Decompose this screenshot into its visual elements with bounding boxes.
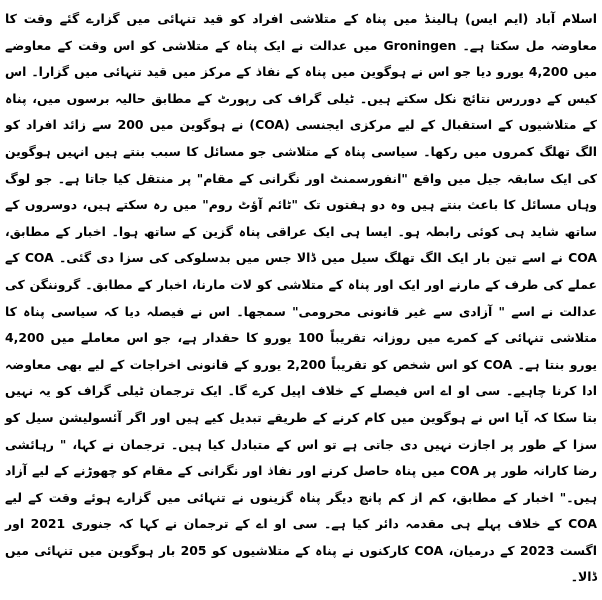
article-body-text: اسلام آباد (ایم ایس) ہالینڈ میں پناہ کے متلاشی افراد کو قید تنہائی میں گزارے گئے وقت کا معاوضہ مل سکتا ہے۔ Groningen میں عدالت نے ایک پناہ کے متلاشی کو اس وقت کے معاوضے میں 4,200 یورو دیا جو اس نے ہوگوین میں پناہ کے نفاذ کے مرکز میں قید تنہائی میں گزارا۔ اس کیس کے دوررس نتائج نکل سکتے ہیں۔ ٹیلی گراف کی رپورٹ کے مطابق حالیہ برسوں میں، پناہ کے متلاشیوں کے استقبال کے لیے مرکزی ایجنسی (COA) نے ہوگوین میں 200 سے زائد افراد کو الگ تھلگ کمروں میں رکھا۔ سیاسی پناہ کے متلاشی جو مسائل کا سبب بنتے ہیں انہیں ہوگوین کی ایک سابقہ جیل میں واقع "انفورسمنٹ اور نگرانی کے مقام" پر منتقل کیا جاتا ہے۔ جو لوگ وہاں مسائل کا باعث بنتے ہیں وہ دو ہفتوں تک "ٹائم آؤٹ روم" میں رہ سکتے ہیں، دوسروں کے ساتھ شاید ہی کوئی رابطہ ہو۔ ایسا ہی ایک عراقی پناہ گزین کے ساتھ ہوا۔ اخبار کے مطابق، COA نے اسے تین بار ایک الگ تھلگ سیل میں ڈالا جس میں بدسلوکی کی سزا دی گئی۔ COA کے عملے کی طرف کے مارنے اور ایک اور پناہ کے متلاشی کو لات مارنا، اخبار کے مطابق۔ گروننگن کی عدالت نے اسے " آزادی سے غیر قانونی محرومی" سمجھا۔ اس نے فیصلہ دیا کہ سیاسی پناہ کا متلاشی تنہائی کے کمرے میں روزانہ تقریباً 100 یورو کا حقدار ہے، جو اس معاملے میں 4,200 یورو بنتا ہے۔ COA کو اس شخص کو تقریباً 2,200 یورو کے قانونی اخراجات کے لیے بھی معاوضہ ادا کرنا چاہیے۔ سی او اے اس فیصلے کے خلاف اپیل کرے گا۔ ایک ترجمان ٹیلی گراف کو یہ نہیں بتا سکا کہ آیا اس نے ہوگوین میں کام کرنے کے طریقے تبدیل کیے ہیں اور اگر آئسولیشن سیل کو سزا کے طور پر اجازت نہیں دی جاتی ہے تو اس کے متبادل کیا ہیں۔ ترجمان نے کہا، " رہائشی رضا کارانہ طور پر COA میں پناہ حاصل کرنے اور نفاذ اور نگرانی کے مقام کو چھوڑنے کے لیے آزاد ہیں۔" اخبار کے مطابق، کم از کم پانچ دیگر پناہ گزینوں نے تنہائی میں گزارے ہوئے وقت کے لیے COA کے خلاف پہلے ہی مقدمہ دائر کیا ہے۔ سی او اے کے ترجمان نے کہا کہ جنوری 2021 اور اگست 2023 کے درمیان، COA کارکنوں نے پناہ کے متلاشیوں کو 205 بار ہوگوین میں تنہائی میں ڈالا۔ (5, 11, 598, 585)
